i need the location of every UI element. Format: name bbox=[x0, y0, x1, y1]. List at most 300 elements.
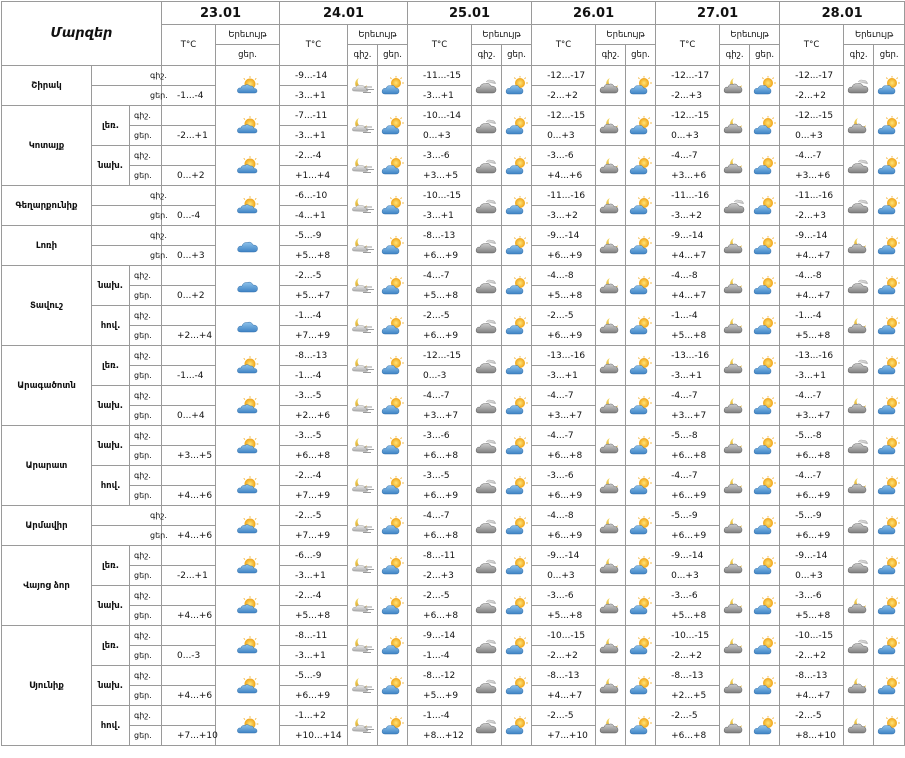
temperature-cell: +10...+14 bbox=[280, 726, 348, 746]
forecast-row bbox=[2, 386, 905, 406]
overcast-cloud-icon bbox=[472, 346, 502, 386]
temperature-cell: -3...-6 bbox=[408, 146, 472, 166]
time-of-day-label: գիշ. bbox=[130, 706, 162, 726]
partly-cloudy-day-icon bbox=[502, 426, 532, 466]
partly-cloudy-day-icon bbox=[750, 306, 780, 346]
moon-behind-cloud-icon bbox=[596, 346, 626, 386]
time-of-day-label: գիշ. bbox=[92, 66, 162, 86]
date-header: 25.01 bbox=[408, 2, 532, 25]
moon-behind-cloud-icon bbox=[596, 146, 626, 186]
temperature-cell: -2...-5 bbox=[532, 706, 596, 726]
partly-cloudy-day-icon bbox=[750, 146, 780, 186]
temperature-cell: -9...-14 bbox=[780, 546, 844, 566]
temperature-cell: +6...+9 bbox=[408, 246, 472, 266]
temperature-cell: +4...+7 bbox=[780, 286, 844, 306]
partly-cloudy-day-icon bbox=[502, 146, 532, 186]
sun-behind-cloud-icon bbox=[216, 706, 280, 746]
temperature-cell: -12...-15 bbox=[656, 106, 720, 126]
partly-cloudy-day-icon bbox=[378, 546, 408, 586]
sun-behind-cloud-icon bbox=[216, 66, 280, 106]
sun-behind-cloud-icon bbox=[216, 146, 280, 186]
temperature-cell: -3...+1 bbox=[280, 566, 348, 586]
temperature-cell: -2...-5 bbox=[780, 706, 844, 726]
sun-behind-cloud-icon bbox=[216, 106, 280, 146]
temperature-cell: +3...+5 bbox=[162, 446, 216, 466]
moon-haze-icon bbox=[348, 186, 378, 226]
partly-cloudy-day-icon bbox=[502, 66, 532, 106]
partly-cloudy-day-icon bbox=[502, 466, 532, 506]
temperature-cell: -4...-7 bbox=[532, 386, 596, 406]
partly-cloudy-day-icon bbox=[626, 386, 656, 426]
overcast-cloud-icon bbox=[472, 426, 502, 466]
temperature-cell: -3...+1 bbox=[408, 206, 472, 226]
partly-cloudy-day-icon bbox=[502, 106, 532, 146]
partly-cloudy-day-icon bbox=[502, 586, 532, 626]
forecast-row bbox=[2, 306, 905, 326]
moon-behind-cloud-icon bbox=[596, 386, 626, 426]
subregion-name: նախ. bbox=[92, 386, 130, 426]
day-header: ցեր. bbox=[502, 45, 532, 66]
temperature-cell: -4...-8 bbox=[532, 266, 596, 286]
partly-cloudy-day-icon bbox=[874, 226, 905, 266]
time-of-day-label: ցեր. bbox=[92, 526, 162, 546]
temperature-cell: +5...+8 bbox=[280, 606, 348, 626]
time-of-day-label: գիշ. bbox=[130, 146, 162, 166]
moon-haze-icon bbox=[348, 66, 378, 106]
temperature-cell: -4...-8 bbox=[656, 266, 720, 286]
moon-haze-icon bbox=[348, 106, 378, 146]
overcast-cloud-icon bbox=[472, 226, 502, 266]
time-of-day-label: գիշ. bbox=[130, 386, 162, 406]
partly-cloudy-day-icon bbox=[874, 186, 905, 226]
moon-behind-cloud-icon bbox=[596, 66, 626, 106]
overcast-cloud-icon bbox=[844, 546, 874, 586]
temperature-cell: -2...+2 bbox=[532, 86, 596, 106]
temperature-cell: -3...+2 bbox=[532, 206, 596, 226]
temperature-cell: +4...+6 bbox=[162, 486, 216, 506]
temperature-cell: +5...+9 bbox=[408, 686, 472, 706]
time-of-day-label: ցեր. bbox=[92, 246, 162, 266]
temperature-cell: -1...-4 bbox=[162, 366, 216, 386]
region-name: Լոռի bbox=[2, 226, 92, 266]
temperature-cell: -12...-17 bbox=[532, 66, 596, 86]
phenomenon-header: Երեւույթ bbox=[844, 25, 905, 45]
partly-cloudy-day-icon bbox=[502, 346, 532, 386]
partly-cloudy-day-icon bbox=[502, 226, 532, 266]
partly-cloudy-day-icon bbox=[626, 186, 656, 226]
temperature-cell: 0...+3 bbox=[780, 126, 844, 146]
partly-cloudy-day-icon bbox=[626, 346, 656, 386]
region-name: Կոտայք bbox=[2, 106, 92, 186]
overcast-cloud-icon bbox=[844, 626, 874, 666]
time-of-day-label: ցեր. bbox=[92, 206, 162, 226]
temperature-cell: +4...+6 bbox=[162, 526, 216, 546]
partly-cloudy-day-icon bbox=[626, 66, 656, 106]
moon-haze-icon bbox=[348, 506, 378, 546]
partly-cloudy-day-icon bbox=[874, 426, 905, 466]
time-of-day-label: գիշ. bbox=[130, 346, 162, 366]
time-of-day-label: ցեր. bbox=[130, 686, 162, 706]
temperature-cell bbox=[162, 306, 216, 326]
moon-behind-cloud-icon bbox=[596, 666, 626, 706]
temperature-cell: +5...+8 bbox=[656, 606, 720, 626]
overcast-cloud-icon bbox=[844, 426, 874, 466]
temperature-cell: +6...+8 bbox=[532, 446, 596, 466]
temperature-cell: -10...-15 bbox=[780, 626, 844, 646]
temperature-cell: -3...-6 bbox=[532, 586, 596, 606]
moon-haze-icon bbox=[348, 706, 378, 746]
temperature-cell: +4...+6 bbox=[162, 686, 216, 706]
temperature-cell: -2...-5 bbox=[280, 266, 348, 286]
partly-cloudy-day-icon bbox=[750, 386, 780, 426]
temperature-cell: -5...-8 bbox=[656, 426, 720, 446]
moon-behind-cloud-icon bbox=[720, 66, 750, 106]
moon-behind-cloud-icon bbox=[844, 586, 874, 626]
temperature-cell: +5...+8 bbox=[280, 246, 348, 266]
moon-behind-cloud-icon bbox=[596, 546, 626, 586]
partly-cloudy-day-icon bbox=[874, 506, 905, 546]
sun-behind-cloud-icon bbox=[216, 346, 280, 386]
moon-behind-cloud-icon bbox=[720, 226, 750, 266]
temperature-cell: -3...-5 bbox=[408, 466, 472, 486]
time-of-day-label: ցեր. bbox=[130, 166, 162, 186]
moon-behind-cloud-icon bbox=[720, 586, 750, 626]
temperature-cell: +2...+5 bbox=[656, 686, 720, 706]
temperature-cell: -3...-6 bbox=[780, 586, 844, 606]
moon-behind-cloud-icon bbox=[720, 506, 750, 546]
temperature-cell: 0...+3 bbox=[780, 566, 844, 586]
temperature-cell: -5...-8 bbox=[780, 426, 844, 446]
time-of-day-label: ցեր. bbox=[130, 486, 162, 506]
temperature-cell: -1...+2 bbox=[280, 706, 348, 726]
subregion-name: նախ. bbox=[92, 146, 130, 186]
temperature-cell: -11...-15 bbox=[408, 66, 472, 86]
temperature-cell bbox=[162, 146, 216, 166]
temperature-cell: +6...+9 bbox=[408, 326, 472, 346]
moon-haze-icon bbox=[348, 386, 378, 426]
forecast-row bbox=[2, 586, 905, 606]
temperature-cell: -11...-16 bbox=[780, 186, 844, 206]
moon-haze-icon bbox=[348, 226, 378, 266]
forecast-table bbox=[1, 1, 905, 746]
temperature-cell: 0...+3 bbox=[656, 126, 720, 146]
temperature-cell: -4...-7 bbox=[408, 506, 472, 526]
temperature-cell: +6...+9 bbox=[656, 526, 720, 546]
partly-cloudy-day-icon bbox=[874, 106, 905, 146]
region-name: Վայոց ձոր bbox=[2, 546, 92, 626]
temperature-cell: +6...+8 bbox=[280, 446, 348, 466]
time-of-day-label: ցեր. bbox=[130, 646, 162, 666]
moon-haze-icon bbox=[348, 306, 378, 346]
temperature-cell: 0...-4 bbox=[162, 206, 216, 226]
temperature-cell: -3...+1 bbox=[280, 646, 348, 666]
temperature-cell bbox=[162, 506, 216, 526]
moon-behind-cloud-icon bbox=[844, 226, 874, 266]
temperature-cell bbox=[162, 466, 216, 486]
temperature-cell: 0...+2 bbox=[162, 286, 216, 306]
temp-header: T°C bbox=[656, 25, 720, 66]
moon-haze-icon bbox=[348, 666, 378, 706]
moon-behind-cloud-icon bbox=[844, 306, 874, 346]
temperature-cell: -2...-5 bbox=[408, 306, 472, 326]
partly-cloudy-day-icon bbox=[502, 386, 532, 426]
moon-behind-cloud-icon bbox=[720, 306, 750, 346]
temperature-cell: -4...-8 bbox=[780, 266, 844, 286]
temperature-cell: 0...+3 bbox=[162, 246, 216, 266]
temperature-cell: -1...-4 bbox=[162, 86, 216, 106]
temperature-cell: +4...+6 bbox=[162, 606, 216, 626]
temperature-cell: +6...+8 bbox=[780, 446, 844, 466]
temperature-cell: +6...+9 bbox=[532, 326, 596, 346]
temperature-cell: +6...+9 bbox=[532, 246, 596, 266]
temperature-cell: -2...+2 bbox=[656, 646, 720, 666]
partly-cloudy-day-icon bbox=[378, 586, 408, 626]
day-header: ցեր. bbox=[626, 45, 656, 66]
date-header: 23.01 bbox=[162, 2, 280, 25]
forecast-row bbox=[2, 106, 905, 126]
overcast-cloud-icon bbox=[472, 106, 502, 146]
temperature-cell: +8...+10 bbox=[780, 726, 844, 746]
partly-cloudy-day-icon bbox=[626, 226, 656, 266]
temperature-cell: -13...-16 bbox=[780, 346, 844, 366]
temperature-cell: -5...-9 bbox=[280, 666, 348, 686]
temperature-cell: -11...-16 bbox=[532, 186, 596, 206]
subregion-name: նախ. bbox=[92, 426, 130, 466]
temperature-cell: +6...+9 bbox=[780, 486, 844, 506]
forecast-row bbox=[2, 66, 905, 86]
moon-behind-cloud-icon bbox=[596, 506, 626, 546]
temperature-cell: +7...+10 bbox=[532, 726, 596, 746]
partly-cloudy-day-icon bbox=[378, 226, 408, 266]
night-header: գիշ. bbox=[720, 45, 750, 66]
moon-behind-cloud-icon bbox=[720, 666, 750, 706]
partly-cloudy-day-icon bbox=[874, 666, 905, 706]
temperature-cell: -1...-4 bbox=[780, 306, 844, 326]
moon-behind-cloud-icon bbox=[596, 226, 626, 266]
temperature-cell: -3...+1 bbox=[280, 126, 348, 146]
region-name: Արարատ bbox=[2, 426, 92, 506]
temperature-cell: -3...+1 bbox=[280, 86, 348, 106]
temperature-cell: -4...+1 bbox=[280, 206, 348, 226]
moon-behind-cloud-icon bbox=[720, 146, 750, 186]
partly-cloudy-day-icon bbox=[502, 306, 532, 346]
time-of-day-label: ցեր. bbox=[130, 606, 162, 626]
temperature-cell: -2...+3 bbox=[780, 206, 844, 226]
moon-haze-icon bbox=[348, 426, 378, 466]
time-of-day-label: ցեր. bbox=[130, 566, 162, 586]
time-of-day-label: գիշ. bbox=[92, 506, 162, 526]
time-of-day-label: գիշ. bbox=[130, 426, 162, 446]
partly-cloudy-day-icon bbox=[750, 466, 780, 506]
temperature-cell: -4...-7 bbox=[780, 146, 844, 166]
overcast-cloud-icon bbox=[472, 626, 502, 666]
temperature-cell: -9...-14 bbox=[408, 626, 472, 646]
partly-cloudy-day-icon bbox=[626, 546, 656, 586]
temperature-cell: +2...+4 bbox=[162, 326, 216, 346]
partly-cloudy-day-icon bbox=[874, 546, 905, 586]
partly-cloudy-day-icon bbox=[626, 306, 656, 346]
temperature-cell: -2...-5 bbox=[656, 706, 720, 726]
forecast-row bbox=[2, 706, 905, 726]
time-of-day-label: ցեր. bbox=[92, 86, 162, 106]
temperature-cell: -10...-15 bbox=[408, 186, 472, 206]
time-of-day-label: ցեր. bbox=[130, 326, 162, 346]
partly-cloudy-day-icon bbox=[502, 706, 532, 746]
overcast-cloud-icon bbox=[472, 546, 502, 586]
partly-cloudy-day-icon bbox=[378, 346, 408, 386]
time-of-day-label: գիշ. bbox=[130, 546, 162, 566]
temperature-cell: -2...-5 bbox=[408, 586, 472, 606]
forecast-row bbox=[2, 186, 905, 206]
temperature-cell: -2...-4 bbox=[280, 466, 348, 486]
subregion-name: հով. bbox=[92, 306, 130, 346]
night-header: գիշ. bbox=[844, 45, 874, 66]
sun-behind-cloud-icon bbox=[216, 546, 280, 586]
partly-cloudy-day-icon bbox=[378, 266, 408, 306]
temperature-cell: +4...+7 bbox=[656, 286, 720, 306]
temperature-cell: -9...-14 bbox=[532, 226, 596, 246]
temperature-cell: -12...-15 bbox=[780, 106, 844, 126]
temperature-cell: -4...-7 bbox=[408, 386, 472, 406]
partly-cloudy-day-icon bbox=[626, 106, 656, 146]
temperature-cell: -4...-7 bbox=[780, 466, 844, 486]
moon-behind-cloud-icon bbox=[720, 266, 750, 306]
temperature-cell bbox=[162, 66, 216, 86]
temperature-cell: -8...-13 bbox=[408, 226, 472, 246]
partly-cloudy-day-icon bbox=[874, 586, 905, 626]
temperature-cell: +6...+9 bbox=[532, 486, 596, 506]
temperature-cell bbox=[162, 666, 216, 686]
moon-haze-icon bbox=[348, 586, 378, 626]
subregion-name: լեռ. bbox=[92, 546, 130, 586]
subregion-name: լեռ. bbox=[92, 346, 130, 386]
phenomenon-header: Երեւույթ bbox=[472, 25, 532, 45]
temperature-cell: -9...-14 bbox=[780, 226, 844, 246]
partly-cloudy-day-icon bbox=[502, 186, 532, 226]
temperature-cell: -2...-5 bbox=[532, 306, 596, 326]
partly-cloudy-day-icon bbox=[750, 266, 780, 306]
temperature-cell: -3...+2 bbox=[656, 206, 720, 226]
partly-cloudy-day-icon bbox=[874, 466, 905, 506]
overcast-cloud-icon bbox=[472, 146, 502, 186]
overcast-cloud-icon bbox=[472, 666, 502, 706]
temperature-cell: +7...+10 bbox=[162, 726, 216, 746]
partly-cloudy-day-icon bbox=[502, 666, 532, 706]
temperature-cell: -8...-13 bbox=[780, 666, 844, 686]
partly-cloudy-day-icon bbox=[378, 466, 408, 506]
temperature-cell: -2...+2 bbox=[532, 646, 596, 666]
day-header: ցեր. bbox=[378, 45, 408, 66]
temperature-cell: 0...+3 bbox=[656, 566, 720, 586]
partly-cloudy-day-icon bbox=[626, 426, 656, 466]
temperature-cell: -4...-7 bbox=[656, 466, 720, 486]
partly-cloudy-day-icon bbox=[378, 426, 408, 466]
partly-cloudy-day-icon bbox=[378, 506, 408, 546]
partly-cloudy-day-icon bbox=[874, 66, 905, 106]
temperature-cell: -4...-8 bbox=[532, 506, 596, 526]
temperature-cell: +5...+8 bbox=[408, 286, 472, 306]
time-of-day-label: գիշ. bbox=[92, 186, 162, 206]
partly-cloudy-day-icon bbox=[874, 346, 905, 386]
subregion-name: լեռ. bbox=[92, 626, 130, 666]
moon-behind-cloud-icon bbox=[596, 466, 626, 506]
overcast-cloud-icon bbox=[844, 66, 874, 106]
temperature-cell: -9...-14 bbox=[280, 66, 348, 86]
phenomenon-header: Երեւույթ bbox=[216, 25, 280, 45]
temp-header: T°C bbox=[532, 25, 596, 66]
subregion-name: լեռ. bbox=[92, 106, 130, 146]
forecast-row bbox=[2, 346, 905, 366]
moon-haze-icon bbox=[348, 466, 378, 506]
phenomenon-header: Երեւույթ bbox=[720, 25, 780, 45]
region-name: Արագածոտն bbox=[2, 346, 92, 426]
temperature-cell bbox=[162, 706, 216, 726]
temperature-cell: -3...-5 bbox=[280, 426, 348, 446]
temperature-cell: 0...+4 bbox=[162, 406, 216, 426]
partly-cloudy-day-icon bbox=[750, 106, 780, 146]
moon-behind-cloud-icon bbox=[844, 386, 874, 426]
temperature-cell: +5...+8 bbox=[780, 326, 844, 346]
partly-cloudy-day-icon bbox=[750, 226, 780, 266]
temperature-cell: -3...+1 bbox=[408, 86, 472, 106]
temperature-cell: +6...+9 bbox=[408, 486, 472, 506]
time-of-day-label: գիշ. bbox=[92, 226, 162, 246]
day-header: ցեր. bbox=[750, 45, 780, 66]
temperature-cell: +5...+8 bbox=[532, 286, 596, 306]
temperature-cell: -8...-13 bbox=[656, 666, 720, 686]
temperature-cell: +6...+9 bbox=[280, 686, 348, 706]
moon-behind-cloud-icon bbox=[720, 466, 750, 506]
partly-cloudy-day-icon bbox=[874, 306, 905, 346]
sun-behind-cloud-icon bbox=[216, 586, 280, 626]
forecast-row bbox=[2, 426, 905, 446]
phenomenon-header: Երեւույթ bbox=[348, 25, 408, 45]
temperature-cell: +7...+9 bbox=[280, 526, 348, 546]
partly-cloudy-day-icon bbox=[750, 706, 780, 746]
temperature-cell: -8...-13 bbox=[280, 346, 348, 366]
time-of-day-label: գիշ. bbox=[130, 666, 162, 686]
moon-behind-cloud-icon bbox=[720, 546, 750, 586]
overcast-cloud-icon bbox=[472, 266, 502, 306]
moon-behind-cloud-icon bbox=[596, 626, 626, 666]
sun-behind-cloud-icon bbox=[216, 626, 280, 666]
night-header: գիշ. bbox=[596, 45, 626, 66]
region-name: Սյունիք bbox=[2, 626, 92, 746]
temperature-cell: +6...+9 bbox=[532, 526, 596, 546]
temperature-cell: -2...+3 bbox=[656, 86, 720, 106]
temperature-cell: -7...-11 bbox=[280, 106, 348, 126]
region-name: Արմավիր bbox=[2, 506, 92, 546]
moon-behind-cloud-icon bbox=[720, 106, 750, 146]
cloud-icon bbox=[216, 226, 280, 266]
overcast-cloud-icon bbox=[472, 506, 502, 546]
moon-behind-cloud-icon bbox=[596, 106, 626, 146]
moon-behind-cloud-icon bbox=[844, 706, 874, 746]
moon-haze-icon bbox=[348, 266, 378, 306]
temperature-cell: -2...+2 bbox=[780, 646, 844, 666]
time-of-day-label: գիշ. bbox=[130, 306, 162, 326]
temperature-cell: +6...+9 bbox=[780, 526, 844, 546]
temperature-cell bbox=[162, 266, 216, 286]
sun-behind-cloud-icon bbox=[216, 426, 280, 466]
overcast-cloud-icon bbox=[472, 466, 502, 506]
partly-cloudy-day-icon bbox=[626, 706, 656, 746]
temperature-cell bbox=[162, 386, 216, 406]
phenomenon-header: Երեւույթ bbox=[596, 25, 656, 45]
time-of-day-label: գիշ. bbox=[130, 266, 162, 286]
date-header: 26.01 bbox=[532, 2, 656, 25]
time-of-day-label: ցեր. bbox=[130, 286, 162, 306]
